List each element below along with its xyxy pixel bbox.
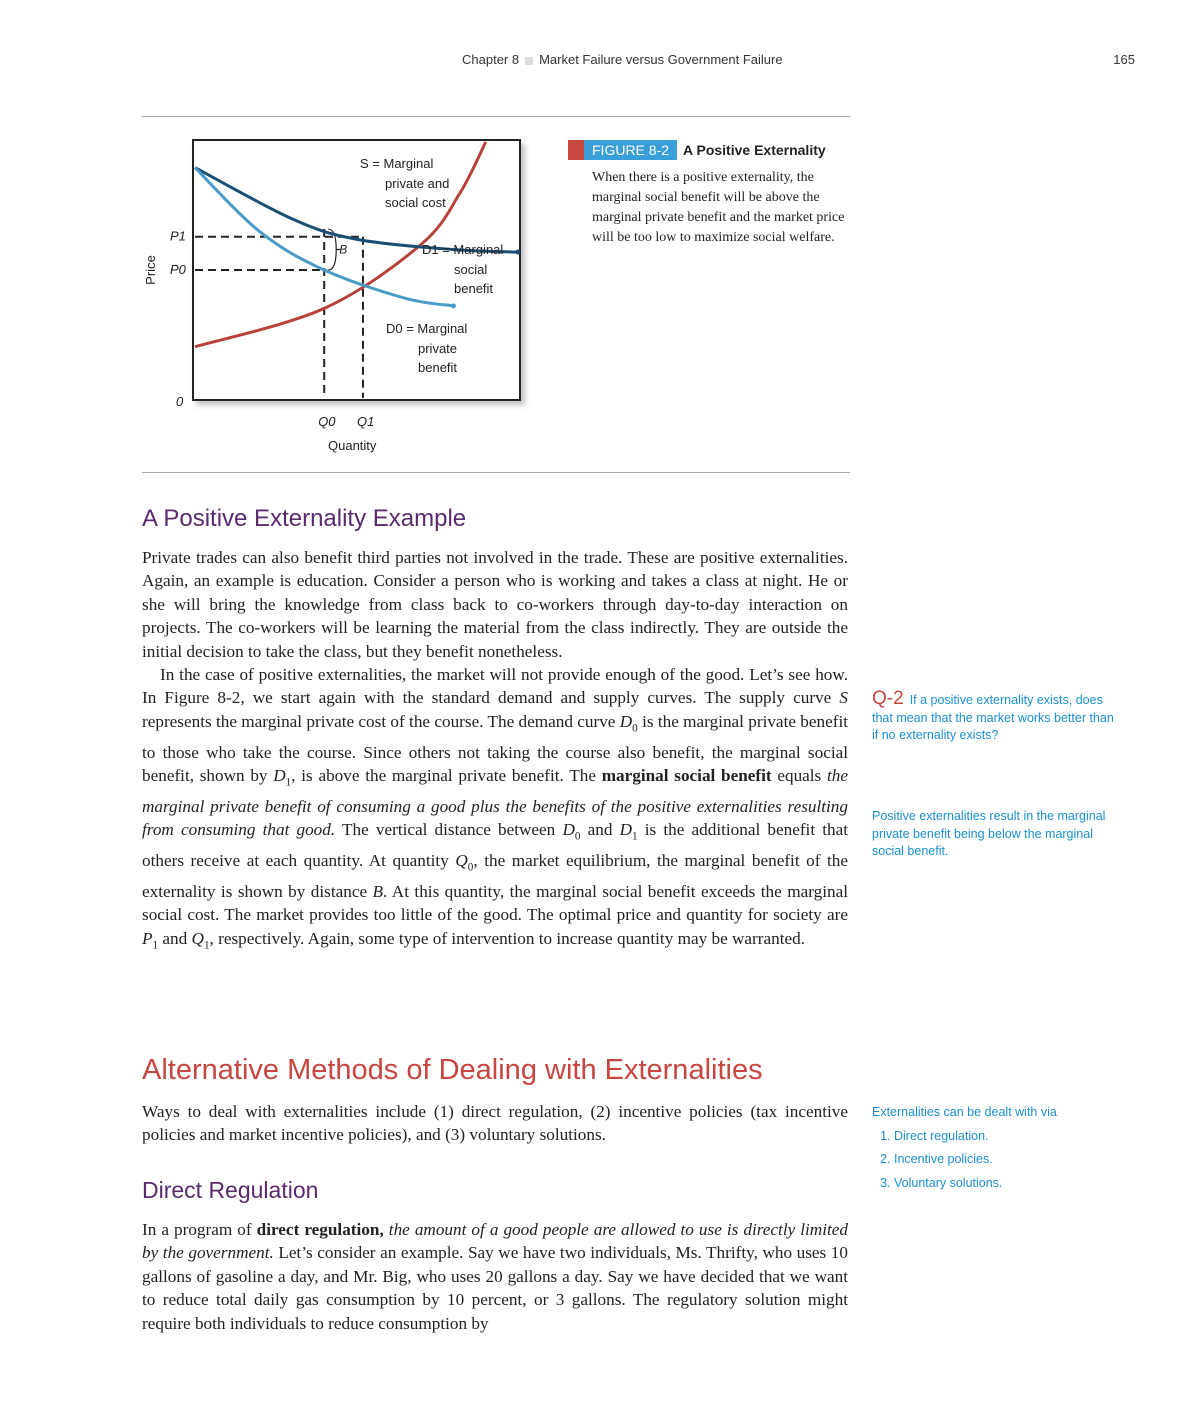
section1-body <box>142 546 848 958</box>
list-item: 1. Direct regulation. <box>894 1128 1122 1146</box>
series-label: private <box>418 341 458 356</box>
series-label: benefit <box>418 360 458 375</box>
margin-note-title: Externalities can be dealt with via <box>872 1105 1057 1119</box>
question-label: Q-2 <box>872 688 904 709</box>
section-heading-alternative-methods: Alternative Methods of Dealing with Externalities <box>142 1054 763 1086</box>
figure-title: A Positive Externality <box>683 142 826 158</box>
section3-body <box>142 1218 848 1335</box>
y-tick-label: 0 <box>176 394 184 409</box>
section-heading-direct-regulation: Direct Regulation <box>142 1177 319 1203</box>
series-label: D1 = Marginal <box>422 242 504 257</box>
chapter-name: Market Failure versus Government Failure <box>539 52 783 67</box>
list-item: 2. Incentive policies. <box>894 1151 1122 1169</box>
paragraph-direct-regulation: In a program of direct regulation, the amount of a good people are allowed to use is directly limited by the government. Let’s consider an example. Say we have two individuals, Ms. Thrifty, who uses 10 gallons of gasoline a day, and Mr. Big, who uses 20 gallons a day. Say we have decided that we want to reduce total daily gas consumption by 10 percent, or 3 gallons. The regulatory solution might require both individuals to reduce consumption by <box>142 1220 848 1333</box>
paragraph-2: In the case of positive externalities, the market will not provide enough of the good. Let’s see how. In Figure 8-2, we start again with the standard demand and supply curves. The supply curve S represents the marginal private cost of the course. The demand curve $D_0$ is the marginal private benefit to those who take the course. Since others not taking the course also benefit, the marginal social benefit, shown by $D_1$, is above the marginal private benefit. The marginal social benefit equals the marginal private benefit of consuming a good plus the benefits of the positive externalities resulting from consuming that good. The vertical distance between $D_0$ and $D_1$ is the additional benefit that others receive at each quantity. At quantity $Q_0$, the market equilibrium, the marginal benefit of the externality is shown by distance B. At this quantity, the marginal social benefit exceeds the marginal social cost. The market provides too little of the good. The optimal price and quantity for society are $P_1$ and $Q_1$, respectively. Again, some type of intervention to increase quantity may be warranted. <box>142 665 849 952</box>
question-text: If a positive externality exists, does that mean that the market works better than if no externality exists? <box>872 693 1114 742</box>
figure-caption-text: When there is a positive externality, the marginal social benefit will be above the marginal private benefit and the market price will be too low to maximize social welfare. <box>592 170 845 245</box>
margin-note-methods <box>872 1104 1122 1198</box>
section2-body <box>142 1100 848 1147</box>
figure-bottom-rule <box>142 472 850 473</box>
methods-list <box>872 1128 1122 1193</box>
figure-tag: FIGURE 8-2 <box>568 140 677 160</box>
chapter-number: Chapter 8 <box>462 52 520 67</box>
paragraph-methods: Ways to deal with externalities include (1) direct regulation, (2) incentive policies (tax incentive policies and market incentive policies), and (3) voluntary solutions. <box>142 1102 848 1145</box>
series-label: private and <box>385 176 450 191</box>
series-label: S = Marginal <box>360 156 434 171</box>
chapter-title <box>462 52 783 67</box>
definition-marginal-social-benefit: the marginal private benefit of consuming a good plus the benefits of the positive externalities resulting from consuming that good. <box>142 766 848 840</box>
series-label: social <box>454 262 488 277</box>
distance-b-label: B <box>339 242 348 257</box>
series-endpoint <box>516 250 521 255</box>
series-label: D0 = Marginal <box>386 321 468 336</box>
list-item: 3. Voluntary solutions. <box>894 1175 1122 1193</box>
x-axis-label: Quantity <box>328 438 377 453</box>
y-tick-label: P1 <box>170 228 186 244</box>
x-tick-label: Q1 <box>356 414 375 429</box>
separator-square <box>525 57 533 65</box>
series-label: social cost <box>385 195 446 210</box>
x-tick-label: Q0 <box>318 414 336 429</box>
term-direct-regulation: direct regulation, <box>256 1220 384 1239</box>
y-axis-label: Price <box>143 255 158 285</box>
figure-top-rule <box>142 116 850 117</box>
paragraph-1: Private trades can also benefit third parties not involved in the trade. These are positive externalities. Again, an example is education. Consider a person who is working and takes a class at night. He or she will bring the knowledge from class back to co-workers through day-to-day interaction on projects. The co-workers will be learning the material from the class indirectly. They are outside the initial decision to take the class, but they benefit nonetheless. <box>142 548 848 661</box>
externality-chart <box>140 130 540 465</box>
page-number: 165 <box>1113 52 1135 67</box>
term-marginal-social-benefit: marginal social benefit <box>601 766 772 786</box>
series-label: benefit <box>454 281 494 296</box>
y-tick-label: P0 <box>170 262 186 277</box>
margin-note-positive-externalities: Positive externalities result in the marginal private benefit being below the marginal social benefit. <box>872 809 1106 858</box>
definition-direct-regulation: the amount of a good people are allowed to use is directly limited by the government. <box>142 1220 848 1263</box>
section-heading-positive-externality: A Positive Externality Example <box>142 505 467 532</box>
margin-question <box>872 690 1122 745</box>
figure-caption-block <box>568 140 858 248</box>
series-endpoint <box>451 303 456 308</box>
